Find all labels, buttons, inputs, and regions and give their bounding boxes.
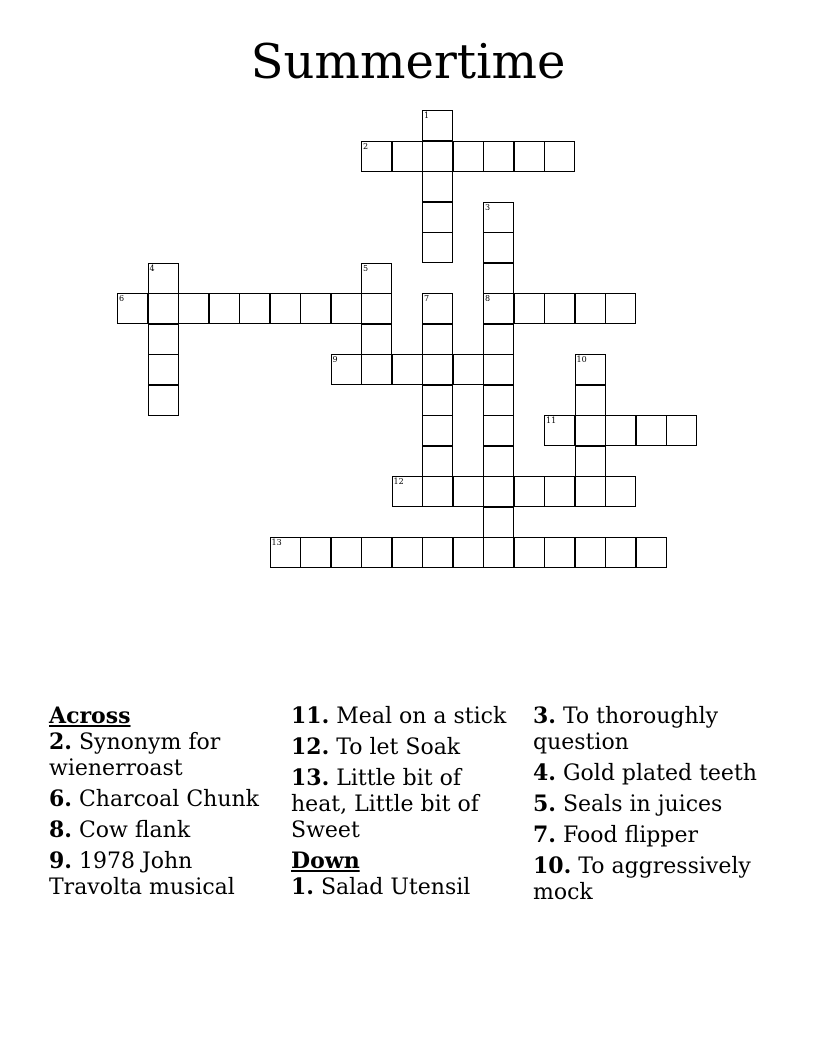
grid-cell[interactable] <box>514 141 545 172</box>
clue-item-text: Seals in juices <box>562 792 723 817</box>
clue-item-text: Gold plated teeth <box>562 761 757 786</box>
grid-cell[interactable] <box>422 232 453 263</box>
grid-cell[interactable] <box>331 537 362 568</box>
grid-cell[interactable] <box>453 141 484 172</box>
clue-item <box>49 786 269 813</box>
grid-cell[interactable] <box>392 476 423 507</box>
grid-cell[interactable] <box>148 293 179 324</box>
grid-cell[interactable] <box>148 385 179 416</box>
clue-item-text: Charcoal Chunk <box>78 787 259 812</box>
grid-cell[interactable] <box>605 415 636 446</box>
clue-item <box>533 760 763 787</box>
clue-item <box>291 874 511 901</box>
grid-cell[interactable] <box>666 415 697 446</box>
grid-cell[interactable] <box>422 171 453 202</box>
grid-cell[interactable] <box>483 385 514 416</box>
grid-cell[interactable] <box>422 110 453 141</box>
grid-cell[interactable] <box>239 293 270 324</box>
grid-cell[interactable] <box>209 293 240 324</box>
grid-cell[interactable] <box>148 354 179 385</box>
clue-number: 11 <box>546 416 557 425</box>
grid-cell[interactable] <box>422 385 453 416</box>
grid-cell[interactable] <box>148 263 179 294</box>
grid-cell[interactable] <box>361 263 392 294</box>
grid-cell[interactable] <box>422 324 453 355</box>
clue-item <box>291 734 511 761</box>
clues-column-1 <box>49 703 269 905</box>
grid-cell[interactable] <box>636 537 667 568</box>
grid-cell[interactable] <box>483 263 514 294</box>
clue-item <box>533 822 763 849</box>
grid-cell[interactable] <box>453 537 484 568</box>
grid-cell[interactable] <box>361 141 392 172</box>
grid-cell[interactable] <box>422 293 453 324</box>
grid-cell[interactable] <box>361 537 392 568</box>
grid-cell[interactable] <box>178 293 209 324</box>
clue-item-number: 3. <box>533 703 556 729</box>
grid-cell[interactable] <box>483 324 514 355</box>
clue-item-number: 4. <box>533 760 556 786</box>
grid-cell[interactable] <box>453 354 484 385</box>
grid-cell[interactable] <box>575 537 606 568</box>
grid-cell[interactable] <box>544 293 575 324</box>
clue-item <box>533 791 763 818</box>
clue-item-number: 1. <box>291 874 314 900</box>
clue-item-text: To aggressively mock <box>533 854 751 905</box>
clue-item <box>533 703 763 756</box>
clue-item-text: Cow flank <box>78 818 191 843</box>
clue-number: 10 <box>576 355 587 364</box>
grid-cell[interactable] <box>636 415 667 446</box>
clue-item-number: 13. <box>291 765 330 791</box>
clue-item-number: 5. <box>533 791 556 817</box>
grid-cell[interactable] <box>575 354 606 385</box>
grid-cell[interactable] <box>422 415 453 446</box>
grid-cell[interactable] <box>453 476 484 507</box>
grid-cell[interactable] <box>422 476 453 507</box>
clue-number: 2 <box>363 141 369 151</box>
clue-number: 8 <box>485 294 491 303</box>
clue-item-text: 1978 John Travolta musical <box>49 849 235 900</box>
clue-item-text: Salad Utensil <box>320 875 471 900</box>
clue-number: 1 <box>424 111 430 120</box>
grid-cell[interactable] <box>483 446 514 477</box>
grid-cell[interactable] <box>361 354 392 385</box>
grid-cell[interactable] <box>575 293 606 324</box>
clue-item-number: 12. <box>291 734 330 760</box>
grid-cell[interactable] <box>575 385 606 416</box>
grid-cell[interactable] <box>331 354 362 385</box>
clue-item-text: Synonym for wienerroast <box>49 730 221 781</box>
grid-cell[interactable] <box>361 293 392 324</box>
clue-item-text: To thoroughly question <box>533 704 719 755</box>
clue-item-text: Little bit of heat, Little bit of Sweet <box>291 766 479 843</box>
clue-number: 13 <box>271 538 282 547</box>
grid-cell[interactable] <box>483 293 514 324</box>
grid-cell[interactable] <box>483 232 514 263</box>
grid-cell[interactable] <box>605 293 636 324</box>
grid-cell[interactable] <box>544 537 575 568</box>
grid-cell[interactable] <box>605 476 636 507</box>
grid-cell[interactable] <box>392 141 423 172</box>
clue-number: 7 <box>424 294 430 303</box>
clue-number: 12 <box>393 477 404 486</box>
clue-number: 6 <box>119 294 125 303</box>
grid-cell[interactable] <box>514 476 545 507</box>
clue-number: 4 <box>149 263 155 273</box>
grid-cell[interactable] <box>544 415 575 446</box>
grid-cell[interactable] <box>270 293 301 324</box>
grid-cell[interactable] <box>483 507 514 538</box>
grid-cell[interactable] <box>514 293 545 324</box>
clue-item-text: Food flipper <box>562 823 699 848</box>
grid-cell[interactable] <box>422 202 453 233</box>
grid-cell[interactable] <box>331 293 362 324</box>
puzzle-title: Summertime <box>250 34 566 90</box>
grid-cell[interactable] <box>544 476 575 507</box>
clue-item-number: 10. <box>533 853 572 879</box>
clue-item-number: 6. <box>49 786 72 812</box>
clue-item <box>49 848 269 901</box>
grid-cell[interactable] <box>422 141 453 172</box>
grid-cell[interactable] <box>483 354 514 385</box>
grid-cell[interactable] <box>575 446 606 477</box>
clue-item <box>49 729 269 782</box>
clue-item-number: 9. <box>49 848 72 874</box>
clue-item-number: 7. <box>533 822 556 848</box>
grid-cell[interactable] <box>483 537 514 568</box>
grid-cell[interactable] <box>483 476 514 507</box>
clue-item-text: Meal on a stick <box>336 704 507 729</box>
grid-cell[interactable] <box>575 476 606 507</box>
clue-number: 5 <box>363 263 369 273</box>
grid-cell[interactable] <box>483 202 514 233</box>
grid-cell[interactable] <box>575 415 606 446</box>
grid-cell[interactable] <box>148 324 179 355</box>
clue-item <box>49 817 269 844</box>
grid-cell[interactable] <box>422 446 453 477</box>
clue-item-number: 2. <box>49 729 72 755</box>
down-heading: Down <box>291 848 360 874</box>
grid-cell[interactable] <box>361 324 392 355</box>
grid-cell[interactable] <box>605 537 636 568</box>
across-heading: Across <box>49 703 131 729</box>
grid-cell[interactable] <box>483 141 514 172</box>
grid-cell[interactable] <box>483 415 514 446</box>
grid-cell[interactable] <box>544 141 575 172</box>
clue-item <box>291 765 511 844</box>
grid-cell[interactable] <box>300 537 331 568</box>
clue-item-number: 8. <box>49 817 72 843</box>
grid-cell[interactable] <box>300 293 331 324</box>
clue-item <box>291 703 511 730</box>
grid-cell[interactable] <box>514 537 545 568</box>
grid-cell[interactable] <box>117 293 148 324</box>
grid-cell[interactable] <box>270 537 301 568</box>
clues-column-2 <box>291 703 511 905</box>
grid-cell[interactable] <box>392 537 423 568</box>
clue-item-text: To let Soak <box>336 735 461 760</box>
grid-cell[interactable] <box>422 537 453 568</box>
clue-item <box>533 853 763 906</box>
clues-column-3 <box>533 703 763 910</box>
grid-cell[interactable] <box>422 354 453 385</box>
clue-number: 3 <box>485 202 491 212</box>
clue-number: 9 <box>332 355 338 364</box>
clue-item-number: 11. <box>291 703 330 729</box>
grid-cell[interactable] <box>392 354 423 385</box>
